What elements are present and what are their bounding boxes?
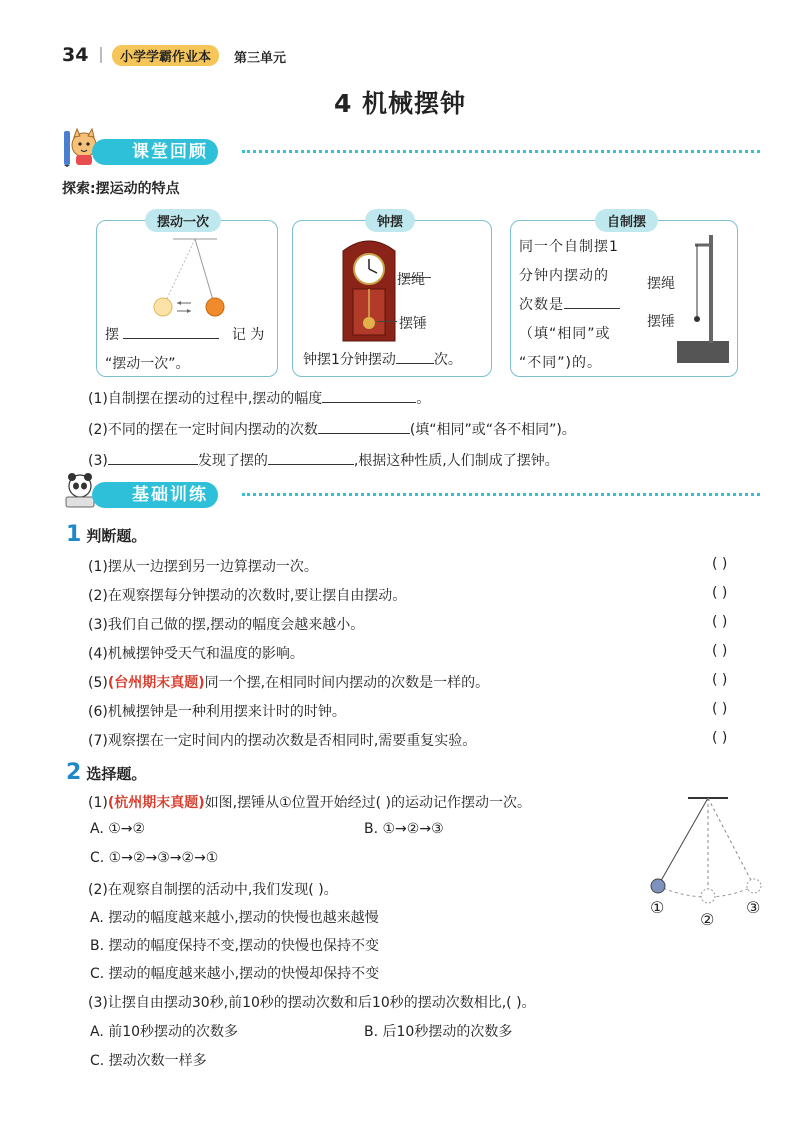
section-label-training: 基础训练 [92,482,218,508]
section-divider [242,493,760,496]
judge-item: (7)观察摆在一定时间内的摆动次数是否相同时,需要重复实验。 [88,733,477,749]
pendulum-clock-illustration [337,235,401,343]
pendulum-swing-illustration [147,235,227,325]
choice-question-1: (1)(杭州期末真题)如图,摆锤从①位置开始经过( )的运动记作摆动一次。 [88,795,532,811]
card-homemade-pendulum [510,215,738,377]
option-c[interactable]: C. 摆动的幅度越来越小,摆动的快慢却保持不变 [90,966,380,982]
judge-item: (4)机械摆钟受天气和温度的影响。 [88,646,304,662]
page-title: 4 机械摆钟 [333,89,467,118]
explore-heading: 探索:摆运动的特点 [62,181,180,197]
review-q1: (1)自制摆在摆动的过程中,摆动的幅度 。 [88,388,430,408]
unit-label: 第三单元 [234,51,287,66]
answer-parens[interactable]: ( ) [712,556,728,572]
choice-question-2: (2)在观察自制摆的活动中,我们发现( )。 [88,882,338,898]
exam-source-tag: (台州期末真题) [107,675,205,691]
card3-line: 次数是 [519,291,649,320]
judge-item: (5)(台州期末真题)同一个摆,在相同时间内摆动的次数是一样的。 [88,675,490,691]
question-number: 1 [66,522,82,547]
answer-parens[interactable]: ( ) [712,672,728,688]
homemade-pendulum-stand-illustration [673,231,733,367]
answer-parens[interactable]: ( ) [712,585,728,601]
label-rope: 摆绳 [647,276,675,292]
card-clock-pendulum [292,215,492,377]
label-rope: 摆绳 [397,272,425,288]
card3-line: “不同”)的。 [519,355,602,371]
card3-blank[interactable] [564,294,620,309]
card-tag: 摆动一次 [145,209,221,232]
card1-blank[interactable] [123,324,219,339]
caption-text: 钟摆1分钟摆动 [303,352,396,368]
label-bob: 摆锤 [399,316,427,332]
option-c[interactable]: C. 摆动次数一样多 [90,1053,207,1069]
section-label-review: 课堂回顾 [92,139,218,165]
option-b[interactable]: B. ①→②→③ [364,821,444,837]
label-bob: 摆锤 [647,314,675,330]
brand-badge: 小学学霸作业本 [112,45,219,66]
header-divider [100,47,102,63]
option-a[interactable]: A. 摆动的幅度越来越小,摆动的快慢也越来越慢 [90,910,379,926]
section-header-training [62,478,800,510]
section-divider [242,150,760,153]
answer-parens[interactable]: ( ) [712,701,728,717]
position-2-label: ② [700,910,715,929]
judge-item: (3)我们自己做的摆,摆动的幅度会越来越小。 [88,617,365,633]
card3-text [519,233,649,378]
card3-line: （填“相同”或 [519,326,611,342]
card2-blank[interactable] [396,349,434,364]
question-title: 选择题。 [86,765,147,783]
section-header-review [62,135,800,167]
question-1-heading [66,522,146,547]
option-a[interactable]: A. ①→② [90,821,146,837]
card1-text-a: 摆 [105,327,119,343]
card3-line: 同一个自制摆1 [519,239,619,255]
option-b[interactable]: B. 后10秒摆动的次数多 [364,1024,513,1040]
exam-source-tag: (杭州期末真题) [107,795,205,811]
judge-item: (2)在观察摆每分钟摆动的次数时,要让摆自由摆动。 [88,588,407,604]
answer-parens[interactable]: ( ) [712,643,728,659]
judge-item: (6)机械摆钟是一种利用摆来计时的时钟。 [88,704,346,720]
answer-parens[interactable]: ( ) [712,730,728,746]
card3-line: 分钟内摆动的 [519,268,609,284]
option-b[interactable]: B. 摆动的幅度保持不变,摆动的快慢也保持不变 [90,938,379,954]
question-2-heading [66,760,146,785]
question-number: 2 [66,760,82,785]
caption-end: 次。 [433,352,462,368]
position-1-label: ① [650,898,665,917]
answer-parens[interactable]: ( ) [712,614,728,630]
card1-text-c: “摆动一次”。 [105,356,190,372]
review-q2: (2)不同的摆在一定时间内摆动的次数 (填“相同”或“各不相同”)。 [88,419,576,439]
judge-item: (1)摆从一边摆到另一边算摆动一次。 [88,559,318,575]
question-title: 判断题。 [86,527,147,545]
option-a[interactable]: A. 前10秒摆动的次数多 [90,1024,239,1040]
position-3-label: ③ [746,898,761,917]
blank-input[interactable] [318,419,410,434]
blank-input[interactable] [268,450,354,465]
card1-text [105,321,271,379]
card-tag: 钟摆 [365,209,415,232]
blank-input[interactable] [108,450,198,465]
card-swing-once [96,215,278,377]
card-tag: 自制摆 [595,209,658,232]
card1-text-b: 记 为 [231,327,265,343]
page-number: 34 [62,44,89,66]
review-q3: (3) 发现了摆的 ,根据这种性质,人们制成了摆钟。 [88,450,559,470]
card2-caption [303,349,462,369]
blank-input[interactable] [322,388,416,403]
option-c[interactable]: C. ①→②→③→②→① [90,850,219,866]
choice-question-3: (3)让摆自由摆动30秒,前10秒的摆动次数和后10秒的摆动次数相比,( )。 [88,995,536,1011]
label-line [377,321,397,322]
